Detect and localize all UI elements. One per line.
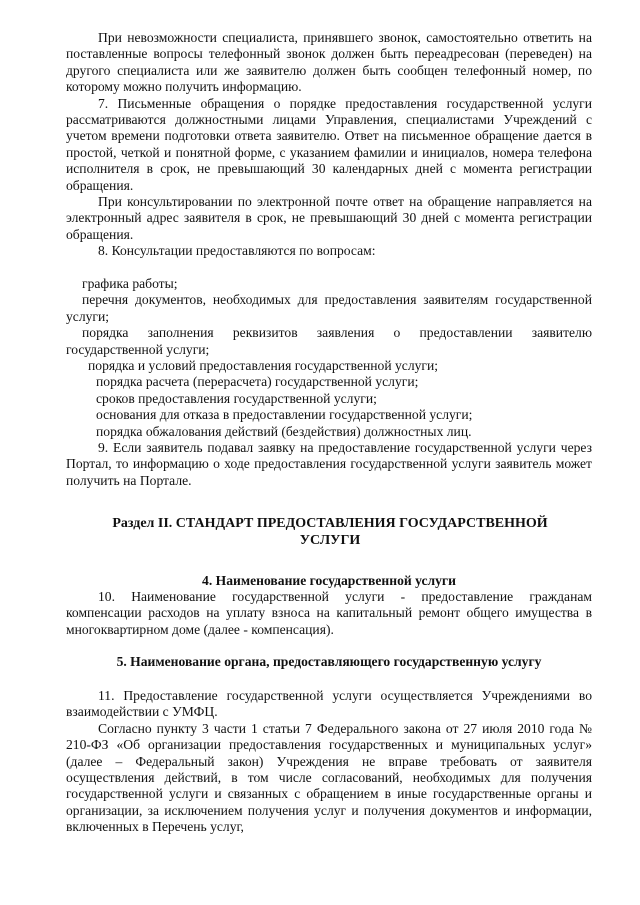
paragraph-12: Согласно пункту 3 части 1 статьи 7 Федерального закона от 27 июля 2010 года № 210-ФЗ «Об организации предоставления государственных и муниципальных услуг» (далее – Федеральный закон) Учреждения не вправе требовать от заявителя осуществления действий, в том числе согласований, необходимых для получения государственной услуги и связанных с обращением в иные государственные органы и организации, за исключением получения услуг и получения документов и информации, включенных в Перечень услуг, [66,720,592,835]
list-item: порядка заполнения реквизитов заявления о предоставлении заявителю государственной услуги; [66,325,592,357]
paragraph-phone-redirect: При невозможности специалиста, принявшего звонок, самостоятельно ответить на поставленные вопросы телефонный звонок должен быть переадресован (переведен) на другого специалиста или же заявителю должен быть сообщен телефонный номер, по которому можно получить информацию. [66,30,592,95]
list-item: графика работы; [82,276,178,291]
paragraph-9: 9. Если заявитель подавал заявку на предоставление государственной услуги через Портал, то информацию о ходе предоставления государственной услуги заявитель может получить на Портале. [66,440,592,488]
list-item: порядка обжалования действий (бездействия) должностных лиц. [96,423,472,439]
consult-list [66,276,592,440]
paragraph-11-block [66,688,592,836]
heading-4: 4. Наименование государственной услуги [202,573,456,588]
paragraph-7: 7. Письменные обращения о порядке предоставления государственной услуги рассматриваются должностными лицами Управления, специалистами Учреждений с учетом времени подготовки ответа заявителю. Ответ на письменное обращение дается в простой, четкой и понятной форме, с указанием фамилии и инициалов, номера телефона исполнителя в срок, не превышающий 30 календарных дней с момента регистрации обращения. [66,95,592,193]
paragraph-11: 11. Предоставление государственной услуги осуществляется Учреждениями во взаимодействии с УМФЦ. [66,688,592,720]
paragraph-8: 8. Консультации предоставляются по вопросам: [98,243,376,259]
intro-block [66,30,592,260]
list-item: сроков предоставления государственной услуги; [96,390,377,406]
paragraph-10: 10. Наименование государственной услуги - предоставление гражданам компенсации расходов на уплату взноса на капитальный ремонт общего имущества в многоквартирном доме (далее - компенсация). [66,589,592,637]
list-item: перечня документов, необходимых для предоставления заявителям государственной услуги; [66,292,592,324]
list-item: порядка и условий предоставления государственной услуги; [88,358,439,374]
paragraph-email: При консультировании по электронной почте ответ на обращение направляется на электронный адрес заявителя в срок, не превышающий 30 дней с момента регистрации обращения. [66,194,592,242]
list-item: порядка расчета (перерасчета) государственной услуги; [96,374,419,390]
paragraph-10-block [66,589,592,638]
list-item: основания для отказа в предоставлении государственной услуги; [96,407,473,423]
heading-5: 5. Наименование органа, предоставляющего государственную услугу [116,654,542,669]
paragraph-9-block [66,440,592,489]
section-2-title: Раздел II. СТАНДАРТ ПРЕДОСТАВЛЕНИЯ ГОСУДАРСТВЕННОЙ УСЛУГИ [112,516,548,548]
